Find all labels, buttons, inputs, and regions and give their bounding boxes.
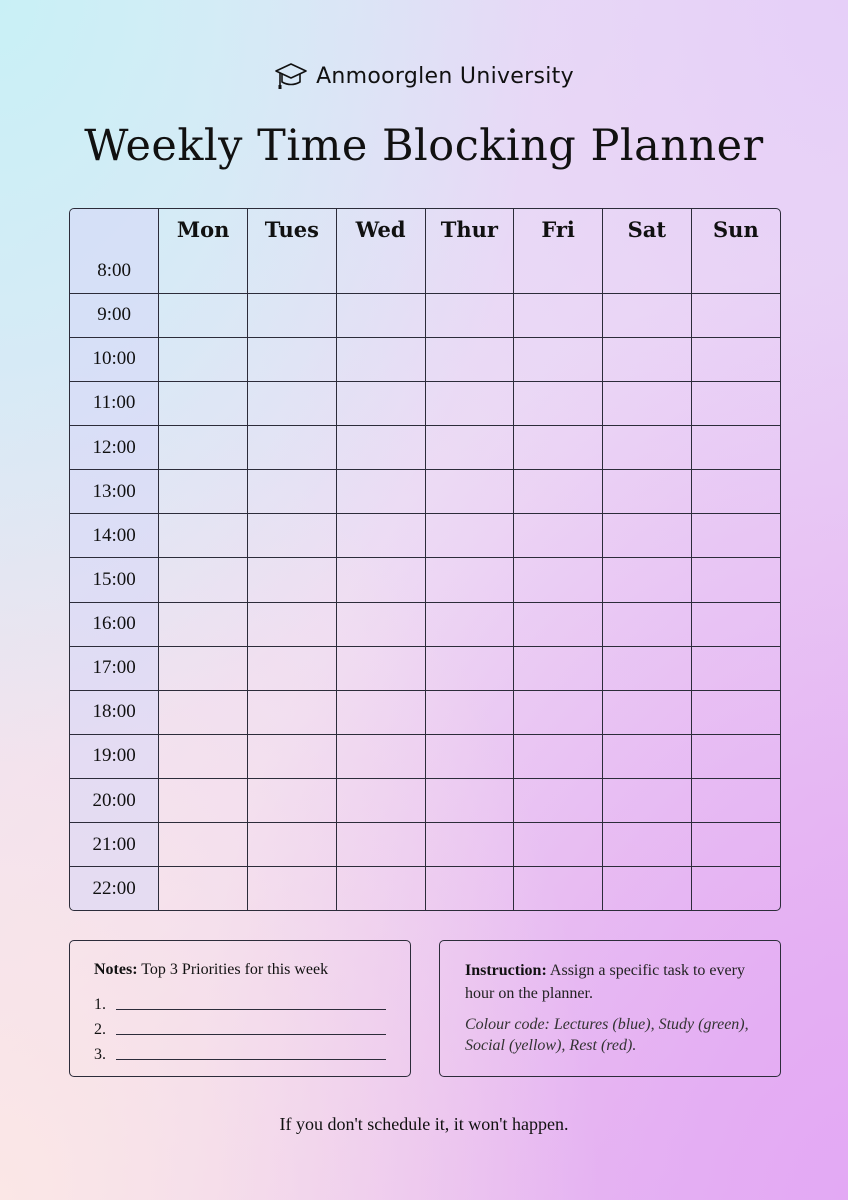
instruction-text-block [465,959,756,1005]
time-row [70,867,780,910]
time-row [70,602,780,646]
priority-item [94,989,386,1014]
time-slot-cell[interactable] [248,867,337,910]
priority-blank-line[interactable] [116,1020,386,1035]
time-row [70,823,780,867]
day-header-fri: Fri [514,209,603,250]
time-slot-cell[interactable] [603,470,692,514]
time-slot-cell[interactable] [425,734,514,778]
time-slot-cell[interactable] [691,337,780,381]
time-slot-cell[interactable] [159,558,248,602]
instruction-label: Instruction: [465,962,547,979]
day-header-mon: Mon [159,209,248,250]
time-slot-cell[interactable] [159,602,248,646]
time-slot-cell[interactable] [514,470,603,514]
time-slot-cell[interactable] [336,646,425,690]
corner-cell [70,209,159,250]
priority-blank-line[interactable] [116,995,386,1010]
time-slot-cell[interactable] [691,646,780,690]
time-slot-cell[interactable] [336,779,425,823]
time-slot-cell[interactable] [514,734,603,778]
time-slot-cell[interactable] [336,381,425,425]
time-slot-cell[interactable] [514,602,603,646]
time-slot-cell[interactable] [691,293,780,337]
page-title: Weekly Time Blocking Planner [84,121,764,171]
time-slot-cell[interactable] [336,337,425,381]
time-slot-cell[interactable] [336,734,425,778]
time-slot-cell[interactable] [603,337,692,381]
time-slot-cell[interactable] [691,381,780,425]
priority-list [94,989,386,1064]
time-slot-cell[interactable] [514,867,603,910]
planner-grid [69,208,781,911]
time-slot-cell[interactable] [603,381,692,425]
time-label: 16:00 [70,602,159,646]
time-slot-cell[interactable] [691,690,780,734]
brand-name: Anmoorglen University [316,63,574,89]
notes-box [69,940,411,1077]
instruction-text: Assign a specific task to every hour on the planner. [465,962,745,1002]
time-slot-cell[interactable] [603,426,692,470]
time-slot-cell[interactable] [159,381,248,425]
time-slot-cell[interactable] [159,337,248,381]
priority-item [94,1039,386,1064]
time-slot-cell[interactable] [159,426,248,470]
brand-header [0,58,848,94]
time-slot-cell[interactable] [336,470,425,514]
time-slot-cell[interactable] [425,690,514,734]
day-header-sat: Sat [603,209,692,250]
time-label: 18:00 [70,690,159,734]
time-slot-cell[interactable] [248,426,337,470]
time-row [70,558,780,602]
time-slot-cell[interactable] [425,381,514,425]
time-slot-cell[interactable] [336,514,425,558]
time-slot-cell[interactable] [159,823,248,867]
time-slot-cell[interactable] [514,293,603,337]
time-label: 22:00 [70,867,159,910]
time-slot-cell[interactable] [514,426,603,470]
time-slot-cell[interactable] [248,823,337,867]
time-slot-cell[interactable] [336,250,425,293]
planner-table [70,209,780,910]
time-slot-cell[interactable] [248,558,337,602]
time-slot-cell[interactable] [336,867,425,910]
time-slot-cell[interactable] [603,734,692,778]
time-label: 17:00 [70,646,159,690]
time-slot-cell[interactable] [425,602,514,646]
time-row [70,646,780,690]
time-slot-cell[interactable] [603,646,692,690]
priority-blank-line[interactable] [116,1045,386,1060]
time-slot-cell[interactable] [514,514,603,558]
time-slot-cell[interactable] [514,646,603,690]
time-slot-cell[interactable] [248,293,337,337]
time-slot-cell[interactable] [691,470,780,514]
time-slot-cell[interactable] [425,337,514,381]
time-slot-cell[interactable] [691,558,780,602]
time-slot-cell[interactable] [603,514,692,558]
time-label: 19:00 [70,734,159,778]
time-slot-cell[interactable] [159,646,248,690]
day-header-thur: Thur [425,209,514,250]
time-slot-cell[interactable] [603,823,692,867]
time-slot-cell[interactable] [603,779,692,823]
time-label: 13:00 [70,470,159,514]
time-slot-cell[interactable] [691,250,780,293]
time-slot-cell[interactable] [159,514,248,558]
time-slot-cell[interactable] [425,426,514,470]
time-label: 10:00 [70,337,159,381]
time-slot-cell[interactable] [248,690,337,734]
time-slot-cell[interactable] [425,779,514,823]
time-slot-cell[interactable] [248,602,337,646]
time-slot-cell[interactable] [603,558,692,602]
time-slot-cell[interactable] [336,690,425,734]
time-slot-cell[interactable] [248,779,337,823]
time-slot-cell[interactable] [691,514,780,558]
time-slot-cell[interactable] [159,779,248,823]
time-slot-cell[interactable] [514,690,603,734]
time-label: 8:00 [70,250,159,293]
time-label: 15:00 [70,558,159,602]
time-row [70,250,780,293]
time-slot-cell[interactable] [425,823,514,867]
graduation-cap-icon [274,59,308,93]
time-slot-cell[interactable] [603,293,692,337]
time-slot-cell[interactable] [603,867,692,910]
time-slot-cell[interactable] [159,293,248,337]
time-rows [70,250,780,910]
time-slot-cell[interactable] [691,426,780,470]
time-row [70,734,780,778]
priority-number: 2. [94,1021,106,1038]
time-slot-cell[interactable] [425,867,514,910]
time-label: 11:00 [70,381,159,425]
time-row [70,470,780,514]
time-slot-cell[interactable] [159,250,248,293]
time-slot-cell[interactable] [336,823,425,867]
time-slot-cell[interactable] [425,514,514,558]
time-slot-cell[interactable] [248,337,337,381]
time-slot-cell[interactable] [514,381,603,425]
priority-number: 1. [94,996,106,1013]
time-slot-cell[interactable] [159,734,248,778]
time-slot-cell[interactable] [248,381,337,425]
time-slot-cell[interactable] [159,867,248,910]
time-slot-cell[interactable] [425,558,514,602]
time-label: 12:00 [70,426,159,470]
time-slot-cell[interactable] [603,250,692,293]
time-slot-cell[interactable] [425,293,514,337]
notes-heading [94,959,386,981]
priority-number: 3. [94,1046,106,1063]
time-slot-cell[interactable] [691,867,780,910]
time-slot-cell[interactable] [691,779,780,823]
time-slot-cell[interactable] [159,690,248,734]
time-row [70,779,780,823]
day-header-wed: Wed [336,209,425,250]
time-row [70,337,780,381]
time-slot-cell[interactable] [691,734,780,778]
notes-text: Top 3 Priorities for this week [141,961,329,978]
day-header-row [70,209,780,250]
time-slot-cell[interactable] [248,646,337,690]
day-header-tues: Tues [248,209,337,250]
instruction-box [439,940,781,1077]
time-slot-cell[interactable] [248,514,337,558]
footer-quote: If you don't schedule it, it won't happen. [279,1114,569,1134]
time-slot-cell[interactable] [336,558,425,602]
time-row [70,690,780,734]
time-slot-cell[interactable] [603,602,692,646]
notes-label: Notes: [94,961,138,978]
time-slot-cell[interactable] [691,602,780,646]
time-slot-cell[interactable] [425,470,514,514]
time-slot-cell[interactable] [514,779,603,823]
day-header-sun: Sun [691,209,780,250]
time-slot-cell[interactable] [514,337,603,381]
time-slot-cell[interactable] [514,250,603,293]
time-label: 9:00 [70,293,159,337]
time-slot-cell[interactable] [425,646,514,690]
time-row [70,293,780,337]
time-row [70,514,780,558]
time-slot-cell[interactable] [248,734,337,778]
time-label: 14:00 [70,514,159,558]
priority-item [94,1014,386,1039]
time-row [70,381,780,425]
time-slot-cell[interactable] [336,602,425,646]
time-slot-cell[interactable] [603,690,692,734]
time-slot-cell[interactable] [336,426,425,470]
time-label: 21:00 [70,823,159,867]
time-slot-cell[interactable] [425,250,514,293]
time-slot-cell[interactable] [248,470,337,514]
time-slot-cell[interactable] [691,823,780,867]
time-row [70,426,780,470]
time-slot-cell[interactable] [514,558,603,602]
time-slot-cell[interactable] [159,470,248,514]
time-slot-cell[interactable] [336,293,425,337]
time-slot-cell[interactable] [514,823,603,867]
time-label: 20:00 [70,779,159,823]
colour-code-text: Colour code: Lectures (blue), Study (green), Social (yellow), Rest (red). [465,1016,749,1054]
time-slot-cell[interactable] [248,250,337,293]
